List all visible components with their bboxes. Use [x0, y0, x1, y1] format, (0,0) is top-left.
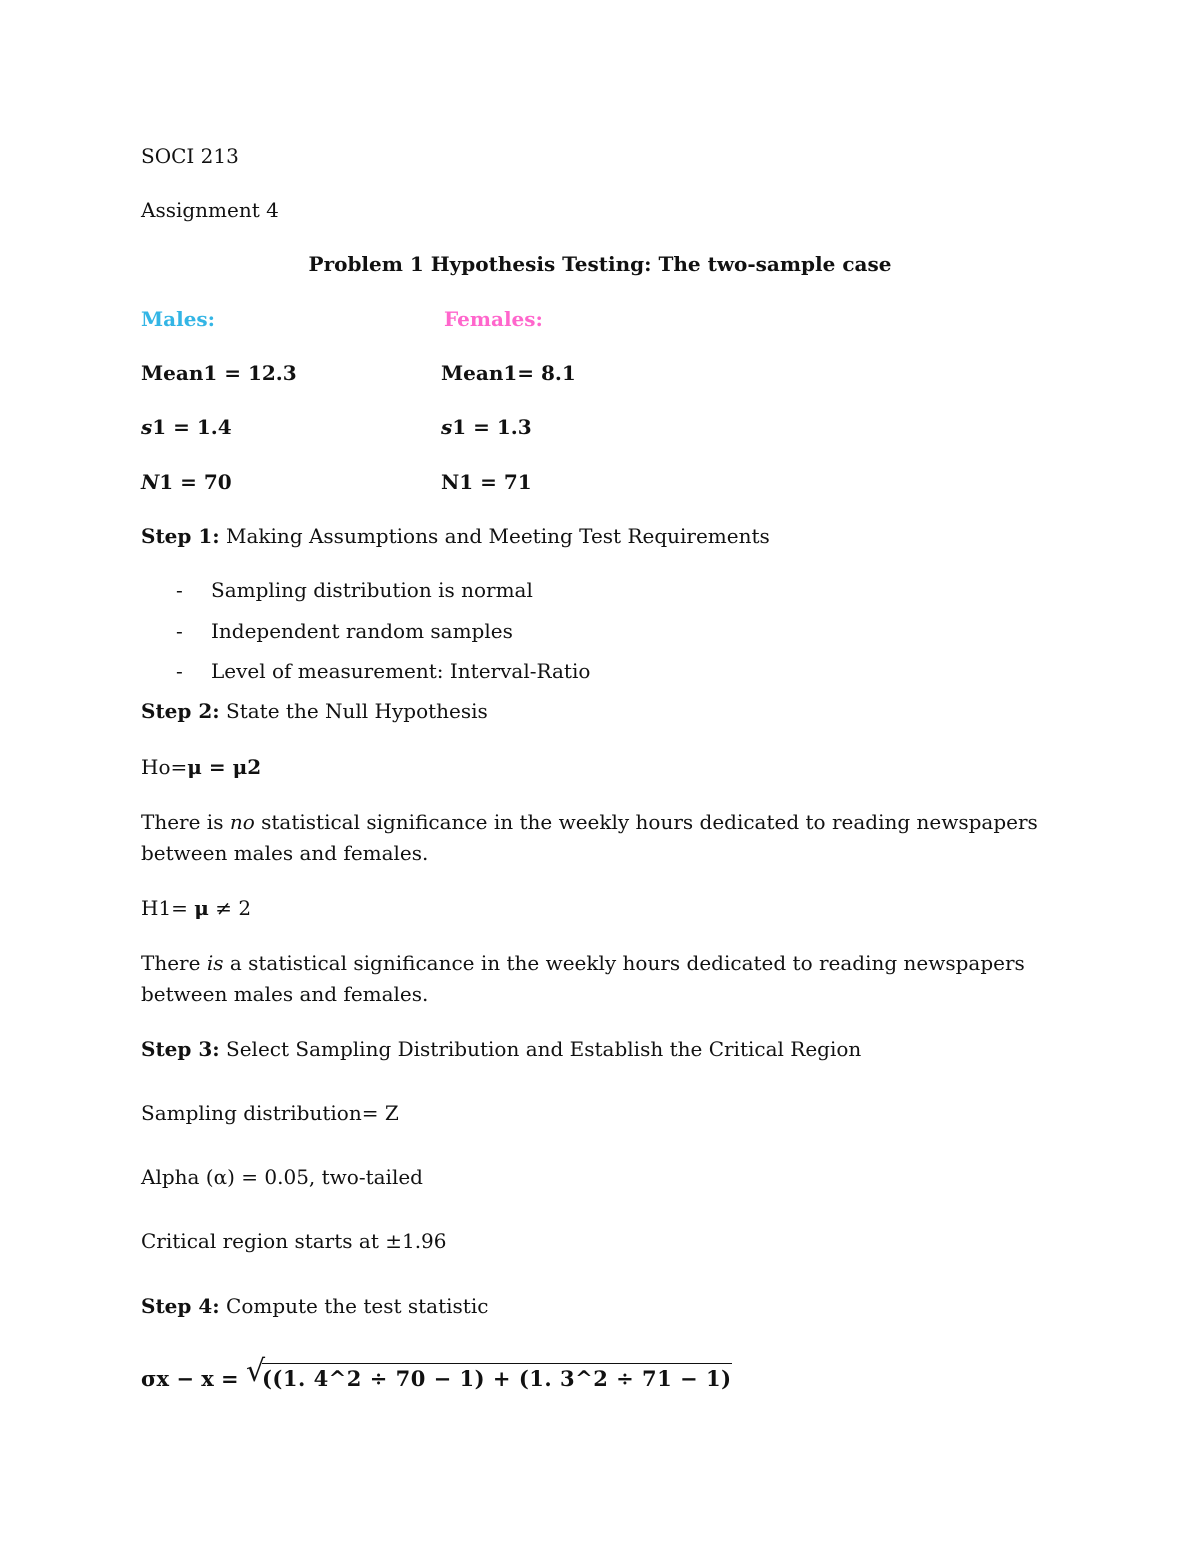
- step1-text: Making Assumptions and Meeting Test Requirements: [219, 524, 770, 548]
- females-label: Females:: [444, 307, 543, 331]
- females-sd-symbol: s: [441, 415, 453, 439]
- alt-text-before: There: [141, 951, 207, 975]
- h1-prefix: H1=: [141, 896, 195, 920]
- females-mean: Mean1= 8.1: [441, 361, 576, 385]
- males-sd-symbol: s: [141, 415, 153, 439]
- males-mean: Mean1 = 12.3: [141, 361, 297, 385]
- problem-title: Problem 1 Hypothesis Testing: The two-sample case: [308, 252, 892, 276]
- course-code: SOCI 213: [141, 144, 239, 168]
- males-sd: [141, 414, 232, 440]
- alpha-level: Alpha (α) = 0.05, two-tailed: [141, 1165, 423, 1189]
- step3-text: Select Sampling Distribution and Establish the Critical Region: [219, 1037, 862, 1061]
- null-text-emphasis: no: [229, 810, 255, 834]
- step4-heading: [141, 1293, 488, 1319]
- alt-hypothesis-formula: [141, 895, 251, 921]
- step3-label: Step 3:: [141, 1037, 220, 1061]
- bullet-dash: -: [176, 659, 183, 683]
- alt-hypothesis-text: [141, 948, 1061, 1010]
- females-sd-value: 1 = 1.3: [452, 415, 532, 439]
- h0-prefix: Ho=: [141, 755, 188, 779]
- step1-label: Step 1:: [141, 524, 220, 548]
- bullet-dash: -: [176, 619, 183, 643]
- formula-radicand: ((1. 4^2 ÷ 70 − 1) + (1. 3^2 ÷ 71 − 1): [262, 1363, 732, 1392]
- step2-heading: [141, 698, 488, 724]
- step2-text: State the Null Hypothesis: [219, 699, 488, 723]
- list-item: Level of measurement: Interval-Ratio: [211, 659, 591, 683]
- h0-math: μ = μ2: [187, 755, 262, 779]
- sampling-distribution: Sampling distribution= Z: [141, 1101, 399, 1125]
- step2-label: Step 2:: [141, 699, 220, 723]
- null-text-after: statistical significance in the weekly hours dedicated to reading newspapers between males and females.: [141, 810, 1038, 865]
- step1-heading: [141, 523, 770, 549]
- formula-left: σx − x =: [141, 1366, 239, 1391]
- females-sd: [441, 414, 532, 440]
- critical-region: Critical region starts at ±1.96: [141, 1229, 447, 1253]
- assignment-label: Assignment 4: [141, 198, 279, 222]
- null-hypothesis-formula: [141, 754, 261, 780]
- females-n: N1 = 71: [441, 470, 532, 494]
- males-sd-value: 1 = 1.4: [152, 415, 232, 439]
- list-item: Sampling distribution is normal: [211, 578, 533, 602]
- step4-label: Step 4:: [141, 1294, 220, 1318]
- males-n: [141, 469, 232, 495]
- null-text-before: There is: [141, 810, 230, 834]
- step3-heading: [141, 1036, 861, 1062]
- h1-rest: ≠ 2: [208, 896, 252, 920]
- square-root: [245, 1354, 732, 1392]
- step4-text: Compute the test statistic: [219, 1294, 489, 1318]
- alt-text-after: a statistical significance in the weekly hours dedicated to reading newspapers between males and females.: [141, 951, 1025, 1006]
- males-n-value: 1 = 70: [159, 470, 232, 494]
- null-hypothesis-text: [141, 807, 1061, 869]
- h1-mu: μ: [194, 896, 209, 920]
- sqrt-icon: √: [245, 1354, 266, 1389]
- males-n-symbol: N: [141, 470, 160, 494]
- males-label: Males:: [141, 307, 216, 331]
- bullet-dash: -: [176, 578, 183, 602]
- alt-text-emphasis: is: [206, 951, 224, 975]
- test-statistic-formula: [141, 1354, 732, 1392]
- list-item: Independent random samples: [211, 619, 513, 643]
